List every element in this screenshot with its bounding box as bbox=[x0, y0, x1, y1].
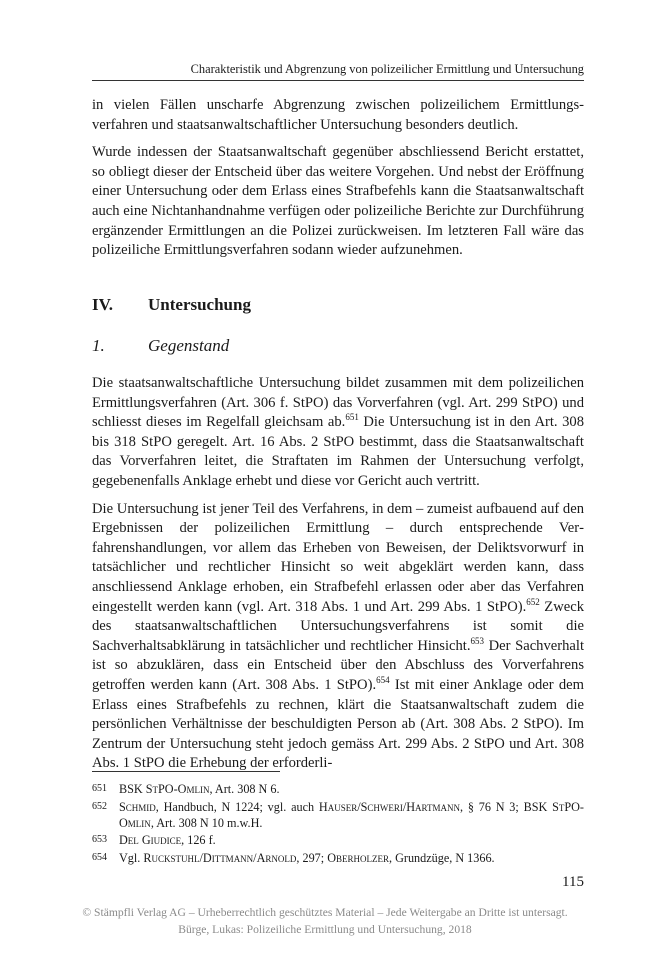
footnote-divider bbox=[92, 771, 280, 772]
running-header: Charakteristik und Abgrenzung von polizeilicher Ermittlung und Untersuchung bbox=[92, 62, 584, 81]
page-number: 115 bbox=[562, 874, 584, 890]
footnote-ref[interactable]: 654 bbox=[376, 675, 390, 686]
subsection-title: Gegenstand bbox=[148, 336, 230, 355]
footnote bbox=[92, 782, 584, 798]
paragraph-text: Die staatsanwaltschaftliche Untersuchung bildet zusammen mit dem polizeilichen Ermittlungsverfahren (Art. 306 f. StPO) das Vorverfahren (vgl. Art. 299 StPO) und schliesst dieses im Regelfall gleichsam ab. bbox=[92, 375, 584, 431]
section-heading bbox=[92, 295, 251, 315]
footnote-text: Schmid, Handbuch, N 1224; vgl. auch Hauser/Schweri/Hartmann, § 76 N 3; BSK StPO-Omlin, Art. 308 N 10 m.w.H. bbox=[119, 799, 584, 830]
paragraph-text: Die Untersuchung ist in den Art. 308 bis 318 StPO geregelt. Art. 16 Abs. 2 StPO bestimmt, dass die Staatsanwaltschaft das Vorverfahren leitet, die Straftaten im Rahmen der Untersuchung verfolgt, gegebenenfalls Anklage erhebt und diese vor Gericht auch vertritt. bbox=[92, 414, 584, 489]
footnote-ref[interactable]: 653 bbox=[470, 635, 484, 646]
intro-paragraph: Wurde indessen der Staatsanwaltschaft gegenüber abschliessend Bericht erstattet, so obliegt dieser der Entscheid über das weitere Vorgehen. Und nebst der Eröffnung einer Untersuchung oder dem Erlass eines Strafbefehls kann die Staatsanwaltschaft auch eine Nichtanhandnahme verfügen oder polizeiliche Berichte zur Durchführung ergänzender Ermittlungen an die Polizei zurückweisen. Im letzteren Fall wäre das polizeiliche Ermittlungsverfahren sodann wieder aufzunehmen. bbox=[92, 144, 584, 259]
footnote-text: BSK StPO-Omlin, Art. 308 N 6. bbox=[119, 782, 280, 796]
footnote-text: Del Giudice, 126 f. bbox=[119, 833, 216, 848]
intro-text bbox=[92, 96, 584, 269]
section-number: IV. bbox=[92, 295, 113, 314]
copyright-line: © Stämpfli Verlag AG – Urheberrechtlich geschütztes Material – Jede Weitergabe an Dritte ist untersagt. bbox=[82, 906, 568, 919]
footnote-ref[interactable]: 652 bbox=[526, 596, 540, 607]
copyright-notice bbox=[0, 904, 650, 938]
footnotes bbox=[92, 782, 584, 869]
section-title: Untersuchung bbox=[148, 295, 251, 314]
footnote bbox=[92, 833, 584, 849]
subsection-number: 1. bbox=[92, 336, 105, 355]
subsection-heading bbox=[92, 336, 229, 356]
footnote bbox=[92, 800, 584, 832]
paragraph-text: Zweck des staatsanwaltschaftlichen Untersuchungsverfahrens ist somit die Sachverhaltsabklärung in tatsächlicher und rechtlicher Hinsicht. bbox=[92, 598, 585, 654]
paragraph bbox=[92, 374, 584, 492]
footnote-text: Vgl. Ruckstuhl/Dittmann/Arnold, 297; Oberholzer, Grundzüge, N 1366. bbox=[119, 851, 495, 866]
footnote-number: 651 bbox=[92, 783, 107, 794]
paragraph-text: Der Sachverhalt ist so abzuklären, dass ein Entscheid über den Abschluss des Vorverfahrens getroffen werden kann (Art. 308 Abs. 1 StPO). bbox=[92, 637, 585, 693]
footnote-number: 654 bbox=[92, 852, 107, 864]
section-body bbox=[92, 374, 584, 782]
footnote-number: 653 bbox=[92, 834, 107, 846]
footnote-number: 652 bbox=[92, 800, 107, 812]
footnote bbox=[92, 851, 584, 867]
paragraph-text: Die Untersuchung ist jener Teil des Verfahrens, in dem – zumeist aufbauend auf den Ergebnissen der polizeilichen Ermittlung – durch entsprechende Verfahrenshandlungen, vor allem das Erheben von Beweisen, der Deliktsvorwurf in tatsächlicher und rechtlicher Hinsicht so weit abgeklärt werden kann, dass anschliessend Anklage erhoben, ein Strafbefehl erlassen oder aber das Verfahren eingestellt werden kann (vgl. Art. 318 Abs. 1 und Art. 299 Abs. 1 StPO). bbox=[92, 500, 584, 615]
intro-paragraph: in vielen Fällen unscharfe Abgrenzung zwischen polizeilichem Ermittlungsverfahren und staatsanwaltschaftlicher Untersuchung besonders deutlich. bbox=[92, 97, 584, 133]
paragraph bbox=[92, 500, 584, 774]
paragraph-text: Ist mit einer Anklage oder dem Erlass eines Strafbefehls zu rechnen, klärt die Staatsanwaltschaft zudem die persönlichen Verhältnisse der beschuldigten Person ab (Art. 308 Abs. 2 StPO). Im Zentrum der Untersuchung steht jedoch gemäss Art. 299 Abs. 2 StPO und Art. 308 Abs. 1 StPO die Erhebung der erforderli- bbox=[92, 676, 584, 772]
citation-line: Bürge, Lukas: Polizeiliche Ermittlung und Untersuchung, 2018 bbox=[178, 923, 472, 936]
footnote-ref[interactable]: 651 bbox=[345, 412, 359, 423]
